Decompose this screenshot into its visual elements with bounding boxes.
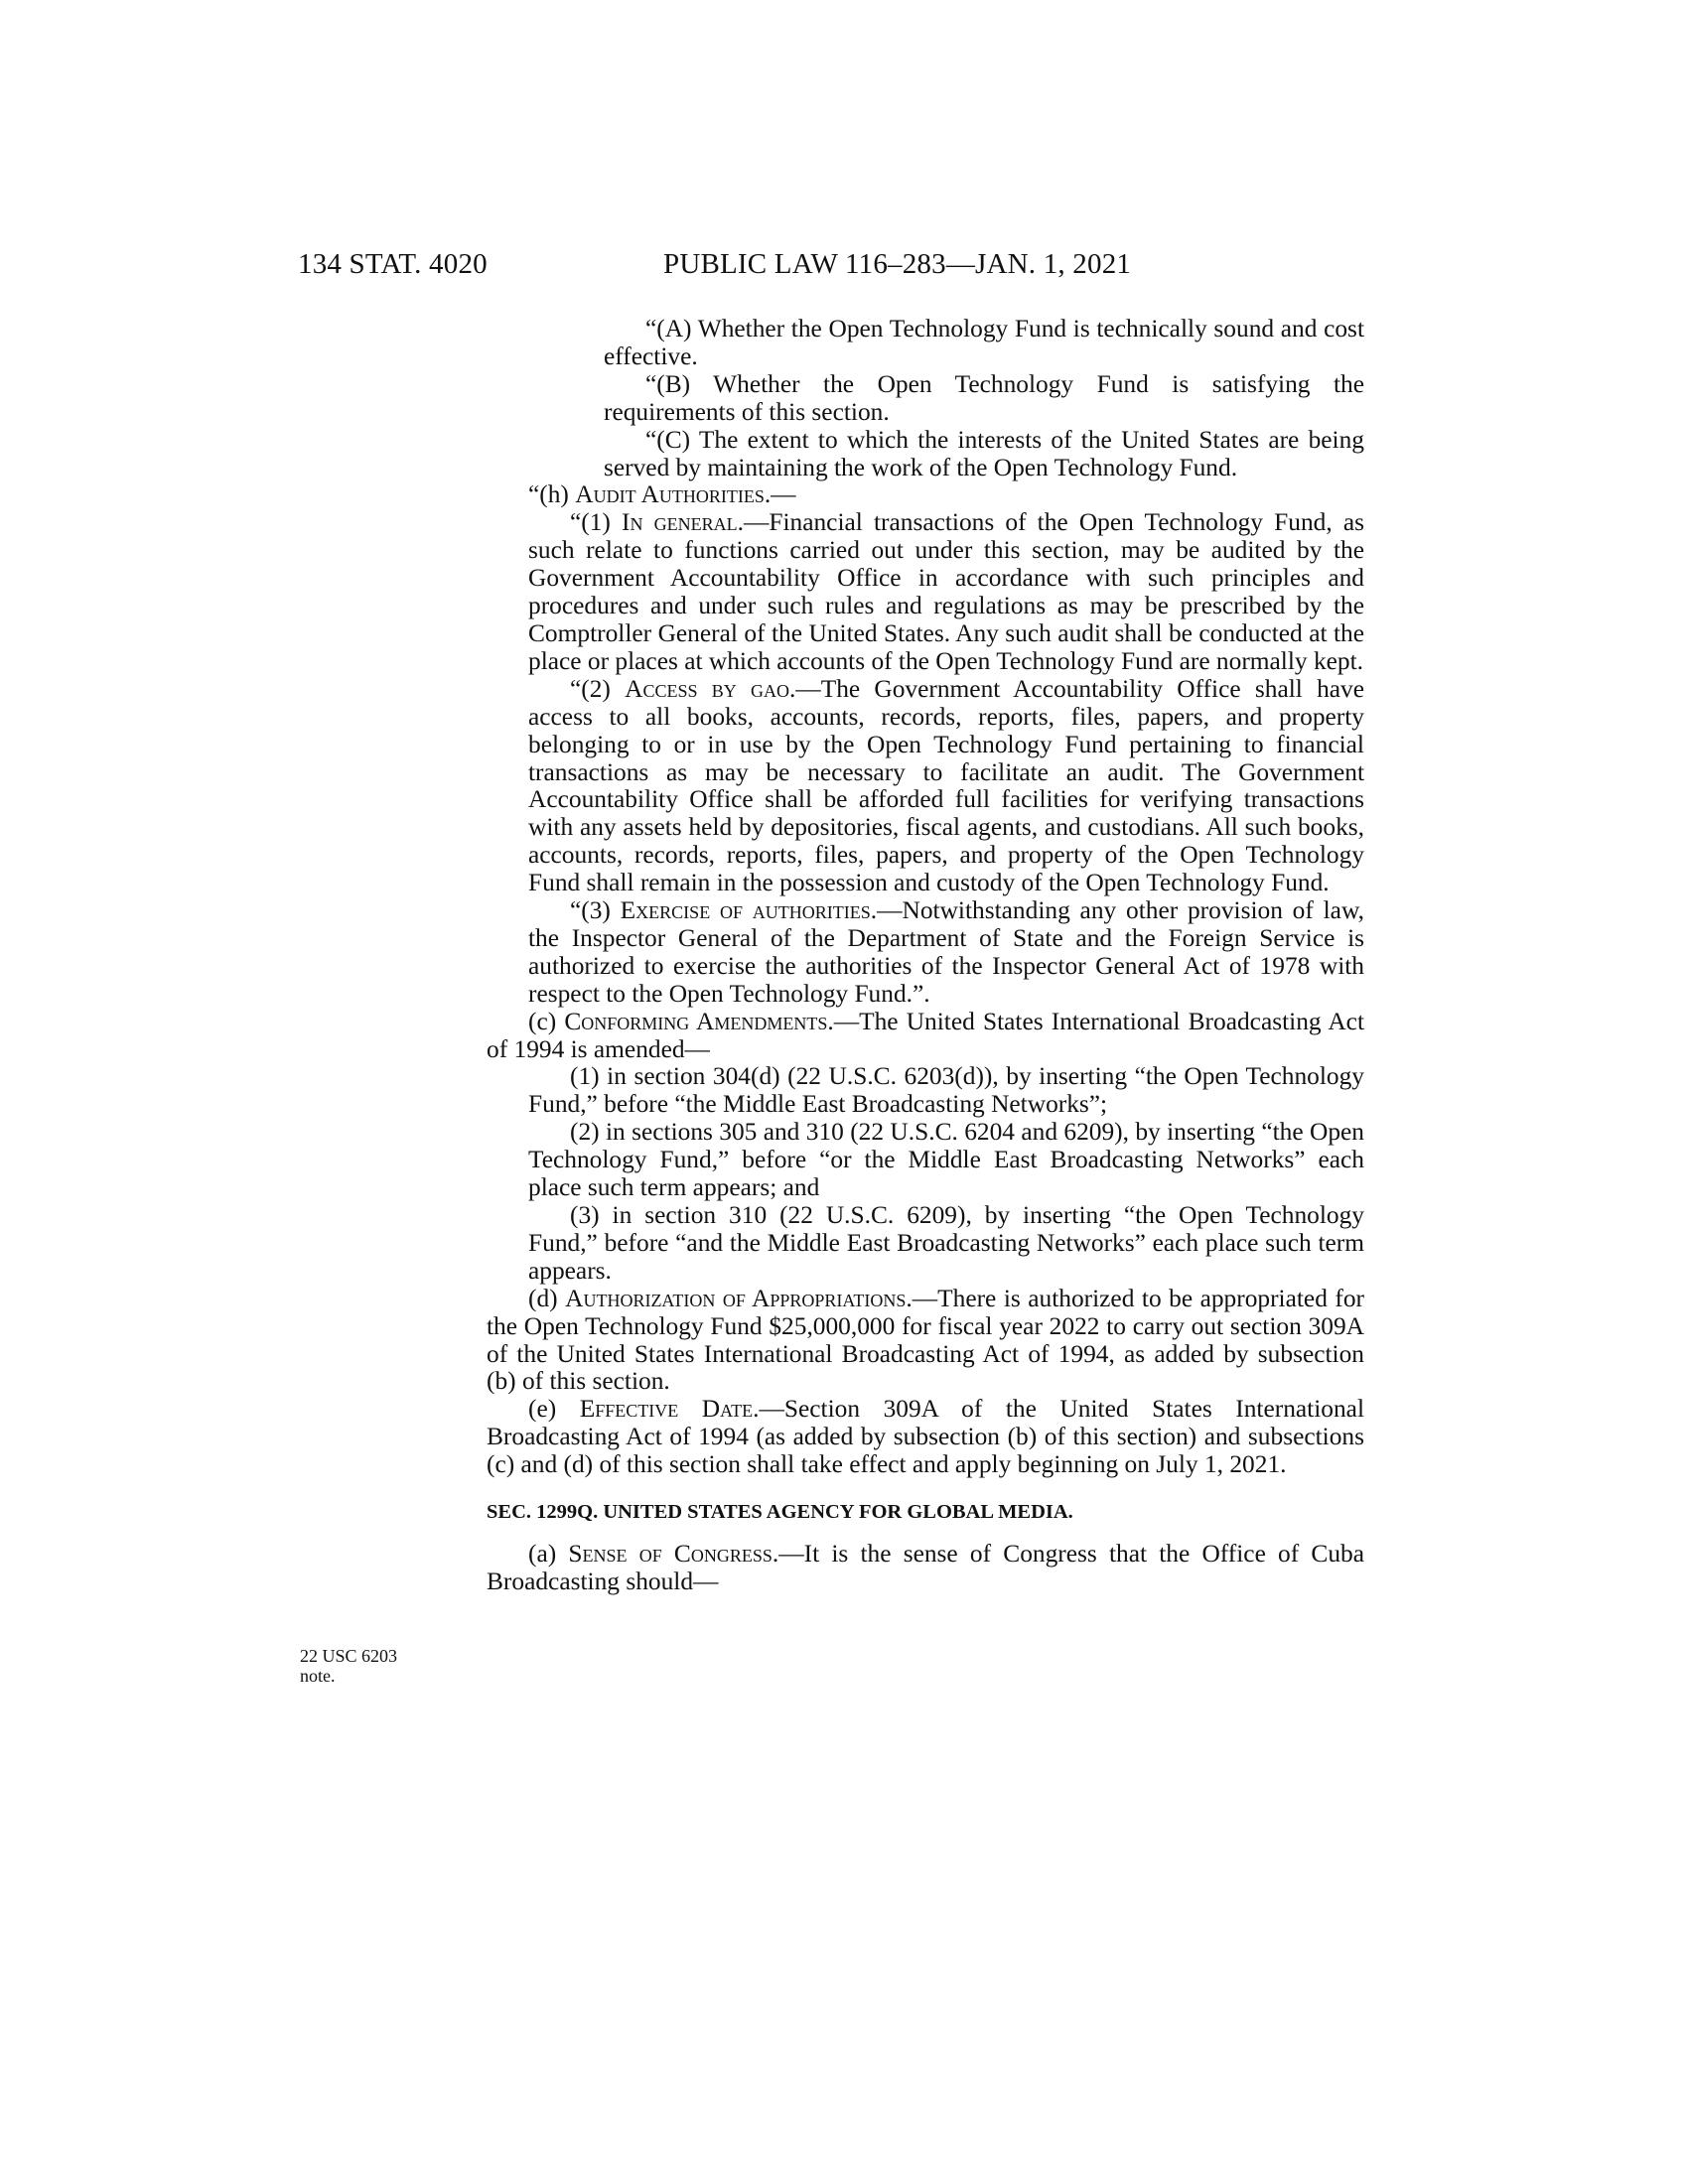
paragraph-g-b: “(B) Whether the Open Technology Fund is satisfying the requirements of this section. [604, 369, 1364, 426]
subsection-c-text: .—The United States International Broadcasting Act of 1994 is amended— [487, 1007, 1364, 1063]
paragraph-h-3-heading: Exercise of authorities [620, 896, 871, 925]
subsection-e [487, 1396, 1364, 1479]
paragraph-h-2-text: .—The Government Accountability Office shall have access to all books, accounts, records, reports, files, papers, and property belonging to or in use by the Open Technology Fund pertaining to financial transactions as may be necessary to facilitate an audit. The Government Accountability Office shall be afforded full facilities for verifying transactions with any assets held by depositories, fiscal agents, and custodians. All such books, accounts, records, reports, files, papers, and property of the Open Technology Fund shall remain in the possession and custody of the Open Technology Fund. [528, 674, 1365, 897]
paragraph-h-1 [487, 509, 1364, 675]
paragraph-h-3-text: .—Notwithstanding any other provision of law, the Inspector General of the Department of State and the Foreign Service is authorized to exercise the authorities of the Inspector General Act of 1978 with respect to the Open Technology Fund.”. [528, 896, 1364, 1008]
subsection-e-heading: Effective Date [579, 1395, 754, 1424]
paragraph-h-1-prefix: “(1) [570, 508, 623, 537]
subsection-a [487, 1541, 1364, 1596]
margin-note-citation: 22 USC 6203 [300, 1646, 398, 1666]
subsection-a-text: .—It is the sense of Congress that the Office of Cuba Broadcasting should— [487, 1539, 1365, 1595]
subsection-a-prefix: (a) [528, 1539, 569, 1568]
paragraph-h-2-prefix: “(2) [570, 674, 626, 703]
subsection-a-heading: Sense of Congress [568, 1539, 773, 1568]
subsection-c [487, 1009, 1364, 1064]
section-heading: SEC. 1299Q. UNITED STATES AGENCY FOR GLOBAL MEDIA. [487, 1501, 1073, 1524]
subsection-e-text: .—Section 309A of the United States International Broadcasting Act of 1994 (as added by subsection (b) of this section) and subsections (c) and (d) of this section shall take effect and apply beginning on July 1, 2021. [487, 1395, 1364, 1479]
paragraph-h-1-text: .—Financial transactions of the Open Technology Fund, as such relate to functions carried out under this section, may be audited by the Government Accountability Office in accordance with such principles and procedures and under such rules and regulations as may be prescribed by the Comptroller General of the United States. Any such audit shall be conducted at the place or places at which accounts of the Open Technology Fund are normally kept. [528, 508, 1364, 675]
paragraph-h-3-prefix: “(3) [570, 896, 621, 925]
subsection-c-heading: Conforming Amendments [564, 1007, 828, 1035]
document-body [487, 316, 1364, 1596]
subsection-d-text: .—There is authorized to be appropriated for the Open Technology Fund $25,000,000 for fiscal year 2022 to carry out section 309A of the United States International Broadcasting Act of 1994, as added by subsection (b) of this section. [487, 1284, 1364, 1396]
paragraph-g-a: “(A) Whether the Open Technology Fund is technically sound and cost effective. [604, 315, 1364, 370]
margin-note-label: note. [300, 1666, 336, 1686]
paragraph-c-3: (3) in section 310 (22 U.S.C. 6209), by inserting “the Open Technology Fund,” before “and the Middle East Broadcasting Networks” each place such term appears. [528, 1201, 1364, 1285]
paragraph-h-3 [487, 897, 1364, 1009]
paragraph-c-1: (1) in section 304(d) (22 U.S.C. 6203(d)), by inserting “the Open Technology Fund,” before “the Middle East Broadcasting Networks”; [528, 1062, 1364, 1119]
subsection-e-prefix: (e) [528, 1395, 580, 1424]
paragraph-h-2 [487, 676, 1364, 897]
paragraph-g-c: “(C) The extent to which the interests of the United States are being served by maintaining the work of the Open Technology Fund. [604, 425, 1364, 481]
stat-page-number: 134 STAT. 4020 [298, 248, 488, 280]
paragraph-h-2-heading: Access by gao [625, 674, 789, 703]
paragraph-c-2: (2) in sections 305 and 310 (22 U.S.C. 6204 and 6209), by inserting “the Open Technology Fund,” before “or the Middle East Broadcasting Networks” each place such term appears; and [528, 1118, 1364, 1202]
subsection-d-prefix: (d) [528, 1284, 566, 1312]
subsection-d-heading: Authorization of Appropriations [565, 1284, 907, 1312]
paragraph-h-1-heading: In general [622, 508, 738, 537]
margin-note [300, 1646, 439, 1686]
law-title-header: PUBLIC LAW 116–283—JAN. 1, 2021 [663, 248, 1132, 280]
subsection-h-prefix: “(h) [528, 480, 576, 509]
subsection-d [487, 1286, 1364, 1397]
subsection-h-dash: .— [764, 480, 796, 509]
subsection-c-prefix: (c) [528, 1007, 565, 1035]
subsection-h-title: Audit Authorities [575, 480, 765, 509]
subsection-h-heading [487, 481, 1364, 509]
